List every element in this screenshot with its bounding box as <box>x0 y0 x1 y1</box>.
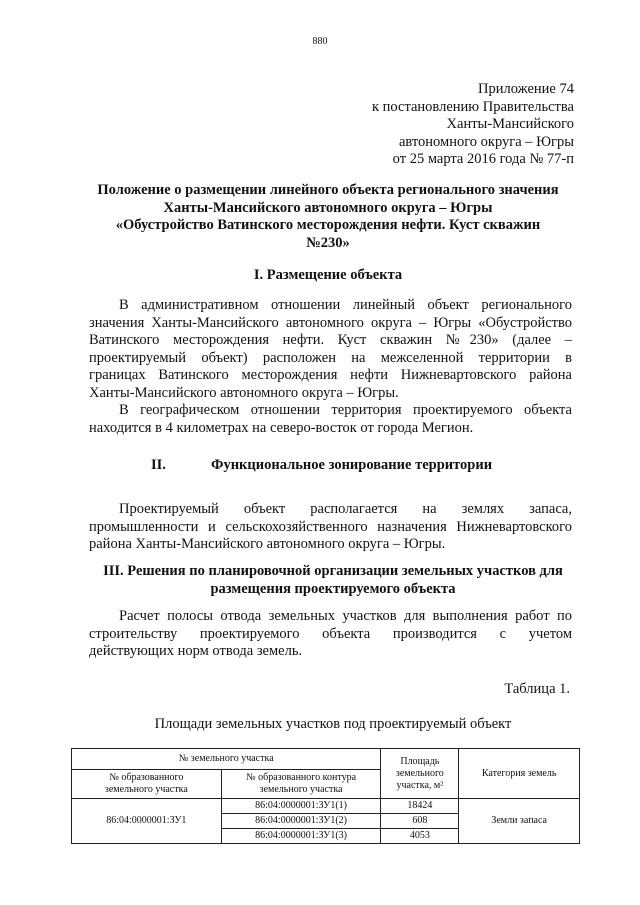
cell-contour: 86:04:0000001:ЗУ1(2) <box>221 814 381 829</box>
para-line: границах Ватинского месторождения нефти Нижневартовского района <box>89 367 572 383</box>
appendix-block <box>372 81 574 169</box>
para-line: Проектируемый объект располагается на землях запаса, <box>119 501 572 517</box>
para-line: Ханты-Мансийского автономного округа – Югры. <box>89 384 399 401</box>
para-line: Расчет полосы отвода земельных участков для выполнения работ по <box>119 608 572 624</box>
appendix-line: от 25 марта 2016 года № 77-п <box>392 151 574 167</box>
cell-parcel: 86:04:0000001:ЗУ1 <box>72 799 222 844</box>
para-line: строительству проектируемого объекта производится с учетом <box>89 625 572 642</box>
section-3-heading <box>90 563 576 598</box>
title-line: Положение о размещении линейного объекта регионального значения <box>97 182 559 198</box>
cell-category: Земли запаса <box>459 799 580 844</box>
para-line: В административном отношении линейный объект регионального <box>119 297 572 313</box>
header-area: Площадь земельного участка, м² <box>381 749 459 799</box>
section-1-body <box>89 297 572 437</box>
document-title <box>88 182 568 252</box>
para-line: находится в 4 километрах на северо-восток от города Мегион. <box>89 419 474 436</box>
page-number: 880 <box>312 36 328 47</box>
section-3-heading-line: размещения проектируемого объекта <box>210 580 456 597</box>
appendix-line: Приложение 74 <box>478 81 574 97</box>
appendix-line: к постановлению Правительства <box>372 98 574 115</box>
cell-area: 18424 <box>381 799 459 814</box>
cell-area: 608 <box>381 814 459 829</box>
para-line: значения Ханты-Мансийского автономного округа – Югры «Обустройство <box>89 314 572 331</box>
para-line: действующих норм отвода земель. <box>89 643 303 659</box>
section-3-heading-line: III. Решения по планировочной организации земельных участков для <box>103 563 563 579</box>
title-line: Ханты-Мансийского автономного округа – Югры <box>163 199 493 216</box>
section-2-body <box>89 501 572 554</box>
cell-contour: 86:04:0000001:ЗУ1(3) <box>221 829 381 844</box>
section-3-body <box>89 608 572 661</box>
para-line: В географическом отношении территория проектируемого объекта <box>119 402 572 418</box>
table-label: Таблица 1. <box>504 681 570 697</box>
title-line: «Обустройство Ватинского месторождения нефти. Куст скважин <box>115 217 541 233</box>
title-line: №230» <box>306 234 350 251</box>
para-line: проектируемый объект) расположен на межселенной территории в <box>89 349 572 366</box>
para-line: района Ханты-Мансийского автономного округа – Югры. <box>89 536 446 552</box>
header-category: Категория земель <box>459 749 580 799</box>
header-formed-plot: № образованного земельного участка <box>72 770 222 799</box>
cell-contour: 86:04:0000001:ЗУ1(1) <box>221 799 381 814</box>
section-2-heading <box>151 457 591 475</box>
section-2-title: Функциональное зонирование территории <box>211 457 493 473</box>
para-line: Ватинского месторождения нефти. Куст скважин №230» (далее – <box>89 332 572 348</box>
appendix-line: Ханты-Мансийского <box>446 116 574 132</box>
para-line: промышленности и сельскохозяйственного назначения Нижневартовского <box>89 518 572 535</box>
table-caption: Площади земельных участков под проектируемый объект <box>154 716 512 732</box>
cell-area: 4053 <box>381 829 459 844</box>
header-plot-number: № земельного участка <box>72 749 381 770</box>
table-row <box>72 799 580 814</box>
section-2-number: II. <box>151 457 166 473</box>
header-formed-contour: № образованного контура земельного участка <box>221 770 381 799</box>
land-plots-table <box>71 748 580 844</box>
appendix-line: автономного округа – Югры <box>398 133 574 150</box>
section-1-heading: I. Размещение объекта <box>253 267 403 283</box>
